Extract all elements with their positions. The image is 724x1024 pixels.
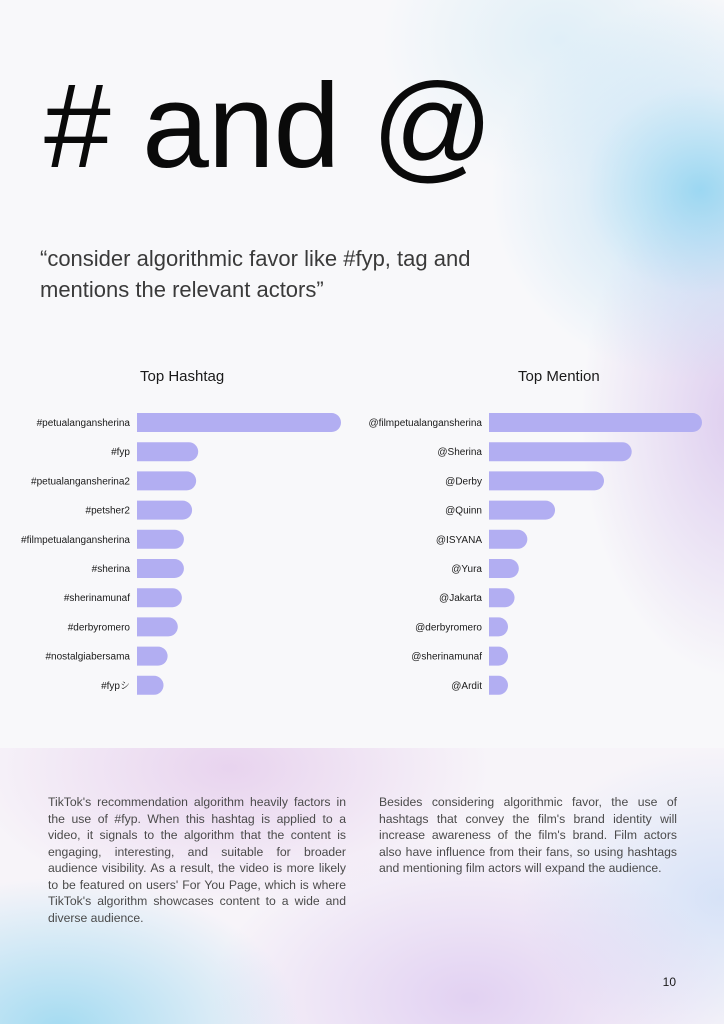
hashtag-label: #sherinamunaf	[63, 593, 130, 605]
hashtag-bar	[137, 588, 182, 607]
hashtag-label: #nostalgiabersama	[45, 651, 130, 663]
mention-bar	[489, 501, 555, 520]
mention-bar-chart	[340, 405, 720, 705]
hashtag-bar-chart	[0, 405, 360, 705]
mention-label: @Jakarta	[439, 593, 482, 605]
mention-bar	[489, 442, 632, 461]
mention-label: @Ardit	[451, 680, 482, 692]
paragraph-brand-identity: Besides considering algorithmic favor, the use of hashtags that convey the film's brand identity will increase awareness of the film's brand. Film actors also have influence from their fans, so using hashtags and mentioning film actors will expand the audience.	[379, 795, 677, 875]
hashtag-label: #petualangansherina2	[31, 476, 130, 488]
hashtag-label: #fyp	[111, 447, 130, 459]
hashtag-label: #sherina	[91, 564, 130, 575]
mention-label: @ISYANA	[435, 534, 482, 546]
hashtag-label: #fypシ	[101, 680, 130, 692]
mention-chart	[340, 405, 720, 710]
hashtag-label: #petualangansherina	[36, 418, 130, 429]
hashtag-bar	[137, 530, 184, 549]
mention-bar	[489, 647, 508, 666]
mention-label: @filmpetualangansherina	[368, 418, 482, 429]
hashtag-bar	[137, 413, 341, 432]
hashtag-label: #filmpetualangansherina	[21, 534, 130, 546]
mention-bar	[489, 617, 508, 636]
hashtag-chart	[0, 405, 360, 710]
hashtag-label: #derbyromero	[67, 622, 130, 634]
mention-bar	[489, 530, 527, 549]
mention-label: @derbyromero	[415, 622, 482, 634]
mention-label: @sherinamunaf	[411, 651, 482, 663]
hashtag-bar	[137, 617, 178, 636]
mention-chart-title: Top Mention	[518, 368, 600, 385]
hashtag-bar	[137, 559, 184, 578]
hashtag-bar	[137, 442, 198, 461]
mention-bar	[489, 588, 515, 607]
mention-label: @Quinn	[445, 505, 482, 517]
mention-bar	[489, 471, 604, 490]
mention-bar	[489, 413, 702, 432]
mention-label: @Sherina	[437, 447, 482, 459]
mention-bar	[489, 676, 508, 695]
page-title: # and @	[44, 59, 493, 193]
hashtag-label: #petsher2	[85, 505, 130, 517]
mention-label: @Yura	[451, 564, 482, 575]
hashtag-bar	[137, 676, 164, 695]
hashtag-bar	[137, 647, 168, 666]
quote-text: “consider algorithmic favor like #fyp, tag and mentions the relevant actors”	[40, 246, 471, 302]
page-number: 10	[662, 975, 676, 989]
hashtag-bar	[137, 501, 192, 520]
mention-bar	[489, 559, 519, 578]
paragraph-algorithm: TikTok's recommendation algorithm heavily factors in the use of #fyp. When this hashtag is applied to a video, it signals to the algorithm that the content is engaging, interesting, and suitable for broader audience visibility. As a result, the video is more likely to be featured on users' For You Page, which is where TikTok's algorithm showcases content to a wide and diverse audience.	[48, 795, 346, 925]
mention-label: @Derby	[445, 476, 482, 488]
hashtag-chart-title: Top Hashtag	[140, 368, 225, 385]
hashtag-bar	[137, 471, 196, 490]
